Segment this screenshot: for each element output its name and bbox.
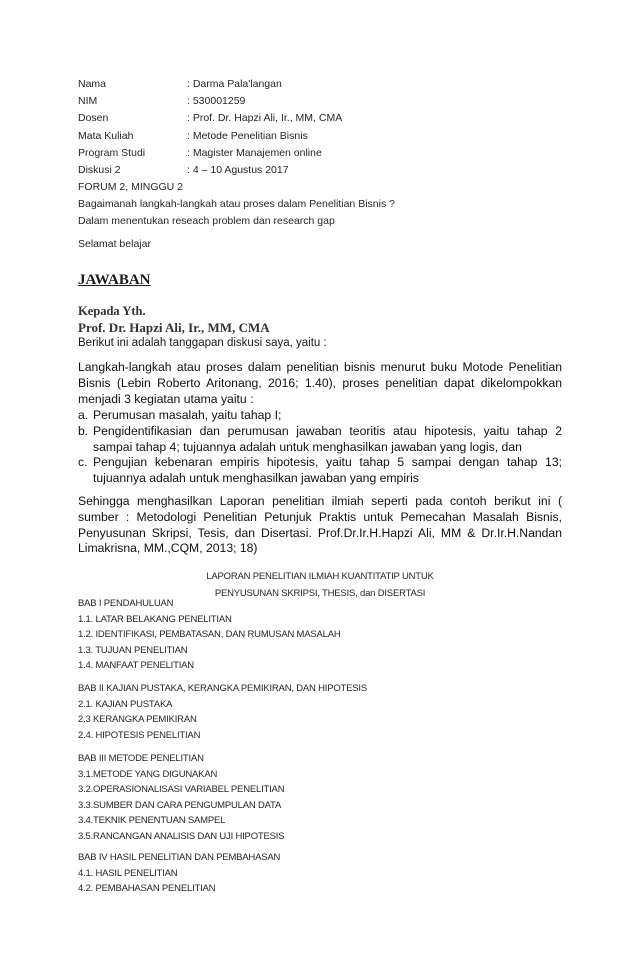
chapter-heading: BAB I PENDAHULUAN: [78, 598, 174, 609]
info-label: Program Studi: [78, 146, 146, 159]
list-line: Perumusan masalah, yaitu tahap I;: [93, 408, 282, 422]
info-row-nim: [78, 93, 342, 110]
paragraph-line: Sehingga menghasilkan Laporan penelitian ilmiah seperti pada contoh berikut ini (: [78, 494, 562, 508]
chapter-heading: BAB II KAJIAN PUSTAKA, KERANGKA PEMIKIRAN, DAN HIPOTESIS: [78, 683, 368, 694]
info-value: : Magister Manajemen online: [187, 146, 322, 159]
info-row-name: [78, 76, 342, 93]
paragraph-line: sumber : Metodologi Penelitian Petunjuk Praktis untuk Pemecahan Masalah Bisnis,: [78, 509, 562, 524]
chapter-item: 2.1. KAJIAN PUSTAKA: [78, 698, 173, 710]
paragraph-2: [78, 494, 562, 557]
list-line: Pengidentifikasian dan perumusan jawaban teoritis atau hipotesis, yaitu tahap 2: [93, 423, 562, 438]
info-label: Dosen: [78, 112, 109, 125]
info-label: Nama: [78, 78, 107, 90]
report-title-line: PENYUSUNAN SKRIPSI, THESIS, dan DISERTASI: [214, 588, 426, 599]
list-item: [78, 455, 562, 487]
chapter-item: 3.1.METODE YANG DIGUNAKAN: [78, 768, 218, 780]
salutation: Kepada Yth.: [78, 304, 146, 318]
steps-list: [78, 408, 562, 487]
paragraph-1: [78, 360, 562, 407]
paragraph-line: Bisnis (Lebin Roberto Aritonang, 2016; 1.40), proses penelitian dapat dikelompokkan: [78, 375, 562, 390]
paragraph-line: Limakrisna, MM.,CQM, 2013; 18): [78, 541, 258, 556]
chapter-item: 1.3. TUJUAN PENELITIAN: [78, 644, 188, 656]
chapter-item: 2.4. HIPOTESIS PENELITIAN: [78, 729, 201, 741]
info-row-program: [78, 145, 342, 162]
list-item: [78, 424, 562, 456]
info-label: Mata Kuliah: [78, 129, 134, 142]
chapter-item: 1.4. MANFAAT PENELITIAN: [78, 660, 194, 671]
chapter-heading: BAB III METODE PENELITIAN: [78, 753, 204, 764]
info-value: : Prof. Dr. Hapzi Ali, Ir., MM, CMA: [187, 112, 343, 125]
list-line: sampai tahap 4; tujuannya adalah untuk menghasilkan jawaban yang logis, dan: [93, 439, 522, 454]
info-row-discussion: [78, 162, 342, 179]
chapter-1: [78, 596, 341, 674]
forum-block: [78, 179, 395, 231]
chapter-item: 2.3 KERANGKA PEMIKIRAN: [78, 714, 197, 725]
info-label: Diskusi 2: [78, 163, 121, 176]
list-line: Pengujian kebenaran empiris hipotesis, yaitu tahap 5 sampai dengan tahap 13;: [93, 455, 562, 470]
chapter-3: [78, 751, 284, 844]
chapter-heading: BAB IV HASIL PENELITIAN DAN PEMBAHASAN: [78, 852, 281, 863]
chapter-item: 3.3.SUMBER DAN CARA PENGUMPULAN DATA: [78, 799, 282, 811]
chapter-item: 4.2. PEMBAHASAN PENELITIAN: [78, 883, 216, 894]
chapter-4: [78, 850, 280, 897]
forum-title: FORUM 2, MINGGU 2: [78, 181, 184, 193]
list-marker: c.: [78, 455, 88, 470]
info-value: : 4 – 10 Agustus 2017: [187, 163, 289, 176]
info-value: : Metode Penelitian Bisnis: [187, 129, 308, 142]
chapter-item: 3.4.TEKNIK PENENTUAN SAMPEL: [78, 815, 226, 826]
list-item: [78, 408, 562, 424]
info-value: : Darma Pala'langan: [187, 78, 282, 90]
info-label: NIM: [78, 95, 98, 108]
info-value: : 530001259: [187, 95, 246, 108]
list-marker: b.: [78, 423, 89, 438]
paragraph-line: Penyusunan Skripsi, Tesis, dan Disertasi. Prof.Dr.Ir.H.Hapzi Ali, MM & Dr.Ir.H.Nandan: [78, 525, 562, 540]
chapter-2: [78, 681, 367, 743]
report-title-line: LAPORAN PENELITIAN ILMIAH KUANTITATIP UNTUK: [206, 571, 434, 582]
info-row-course: [78, 128, 342, 145]
list-marker: a.: [78, 408, 89, 422]
addressee: Prof. Dr. Hapzi Ali, Ir., MM, CMA: [78, 320, 270, 335]
student-info: [78, 76, 342, 179]
chapter-item: 1.1. LATAR BELAKANG PENELITIAN: [78, 613, 232, 625]
greeting: Selamat belajar: [78, 238, 151, 250]
chapter-item: 3.2.OPERASIONALISASI VARIABEL PENELITIAN: [78, 784, 285, 795]
paragraph-line: menjadi 3 kegiatan utama yaitu :: [78, 391, 254, 406]
info-row-dosen: [78, 110, 342, 127]
chapter-item: 1.2. IDENTIFIKASI, PEMBATASAN, DAN RUMUSAN MASALAH: [78, 629, 341, 640]
chapter-item: 3.5.RANCANGAN ANALISIS DAN UJI HIPOTESIS: [78, 830, 285, 842]
answer-heading: JAWABAN: [78, 272, 151, 288]
intro-text: Berikut ini adalah tanggapan diskusi saya, yaitu :: [78, 337, 327, 349]
forum-question-2: Dalam menentukan reseach problem dan research gap: [78, 215, 335, 228]
forum-question-1: Bagaimanah langkah-langkah atau proses dalam Penelitian Bisnis ?: [78, 198, 395, 211]
paragraph-line: Langkah-langkah atau proses dalam penelitian bisnis menurut buku Motode Penelitian: [78, 360, 562, 374]
chapter-item: 4.1. HASIL PENELITIAN: [78, 867, 178, 879]
list-line: tujuannya adalah untuk menghasilkan jawaban yang empiris: [93, 471, 419, 486]
